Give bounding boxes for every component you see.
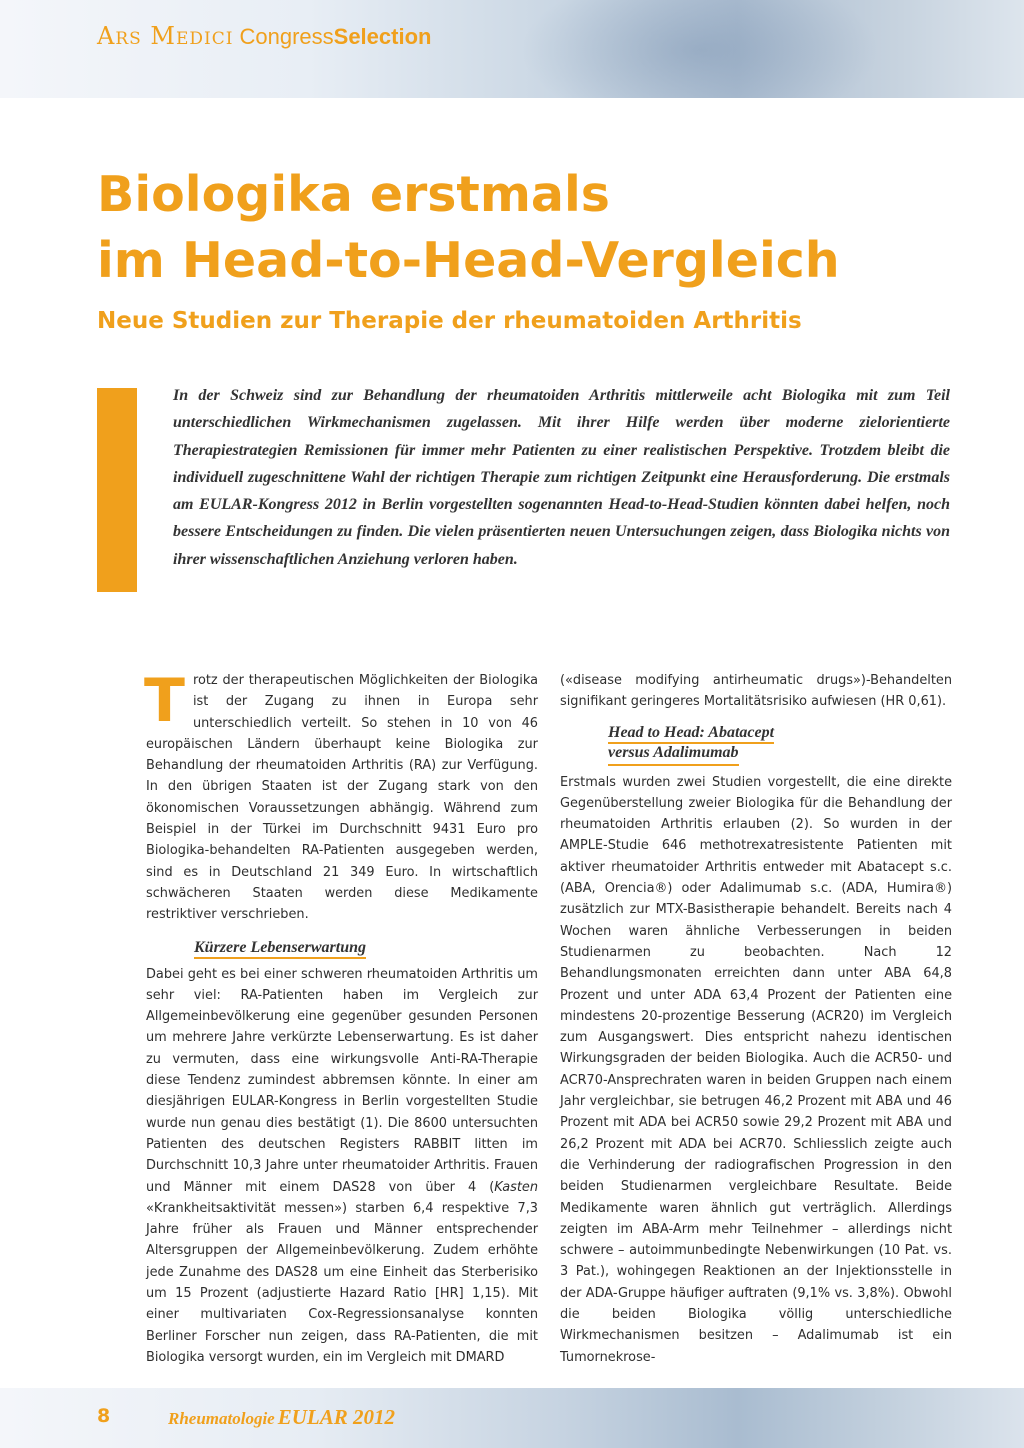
heading-text: versus Adalimumab — [608, 743, 739, 766]
intro-text: rotz der therapeutischen Möglichkeiten der Biologika ist der Zugang zu ihnen in Europa sehr unterschiedlich verteilt. So stehen in 10 von 46 europäischen Ländern überhaupt keine Biologika zur Behandlung der rheumatoiden Arthritis (RA) zur Verfügung. In den übrigen Staaten ist der Zugang stark von den ökonomischen Voraussetzungen abhängig. Während zum Beispiel in der Türkei im Durchschnitt 9431 Euro pro Biologika-behandelten RA-Patienten ausgegeben werden, sind es in Deutschland 21 349 Euro. In wirtschaftlich schwächeren Staaten werden diese Medikamente restriktiver verschrieben. — [146, 673, 538, 923]
heading-text: Head to Head: Abatacept — [608, 724, 774, 744]
brand-edici: EDICI — [176, 29, 234, 49]
brand-logo — [97, 22, 431, 51]
column-right — [560, 670, 952, 1368]
section-heading-lebenserwartung — [146, 938, 538, 958]
body-paragraph — [146, 964, 538, 1369]
brand-m: M — [141, 22, 176, 50]
body-paragraph: («disease modifying antirheumatic drugs»)-Behandelten signifikant geringeres Mortalitätsrisiko aufwiesen (HR 0,61). — [560, 673, 952, 710]
brand-a: A — [97, 22, 116, 50]
column-left — [144, 666, 538, 1368]
footer-publication — [168, 1405, 395, 1430]
body-text-italic: Kasten — [494, 1179, 538, 1195]
lead-paragraph: In der Schweiz sind zur Behandlung der rheumatoiden Arthritis mittlerweile acht Biologika mit zum Teil unterschiedlichen Wirkmechanismen zugelassen. Mit ihrer Hilfe werden über moderne zielorientierte Therapiestrategien Remissionen für immer mehr Patienten zu einer realistischen Perspektive. Trotzdem bleibt die individuell zugeschnittene Wahl der richtigen Therapie zum richtigen Zeitpunkt eine Herausforderung. Die erstmals am EULAR-Kongress 2012 in Berlin vorgestellten sogenannten Head-to-Head-Studien könnten dabei helfen, noch bessere Entscheidungen zu finden. Die vielen präsentierten neuen Untersuchungen zeigen, dass Biologika nichts von ihrer wissenschaftlichen Anziehung verloren haben. — [173, 387, 950, 568]
body-text-continued: «Krankheitsaktivität messen») starben 6,4 respektive 7,3 Jahre früher als Frauen und Männer entsprechender Altersgruppen der Allgemeinbevölkerung. Zudem erhöhte jede Zunahme des DAS28 um eine Einheit das Sterberisiko um 15 Prozent (adjustierte Hazard Ratio [HR] 1,15). Mit einer multivariaten Cox-Regressionsanalyse konnten Berliner Forscher nun zeigen, dass RA-Patienten, die mit Biologika versorgt wurden, ein im Vergleich mit DMARD — [146, 1200, 538, 1365]
heading-text: Kürzere Lebenserwartung — [194, 939, 366, 959]
publication-name: Rheumatologie — [168, 1409, 275, 1428]
title-line-1: Biologika erstmals — [97, 166, 610, 223]
brand-rs: RS — [115, 29, 142, 49]
intro-paragraph — [144, 666, 538, 926]
brand-congress: Congress — [239, 24, 334, 49]
title-line-2: im Head-to-Head-Vergleich — [97, 232, 840, 289]
article-title — [97, 162, 977, 294]
article-subtitle: Neue Studien zur Therapie der rheumatoiden Arthritis — [97, 308, 802, 334]
body-paragraph: Erstmals wurden zwei Studien vorgestellt, die eine direkte Gegenüberstellung zweier Biologika für die Behandlung der rheumatoiden Arthritis erlauben (2). So wurden in der AMPLE-Studie 646 methotrexatresistente Patienten mit aktiver rheumatoider Arthritis entweder mit Abatacept s.c. (ABA, Orencia®) oder Adalimumab s.c. (ADA, Humira®) zusätzlich zur MTX-Basistherapie behandelt. Bereits nach 4 Wochen waren ähnliche Verbesserungen in beiden Studienarmen zu beobachten. Nach 12 Behandlungsmonaten erreichten dann unter ABA 64,8 Prozent und unter ADA 63,4 Prozent der Patienten eine mindestens 20-prozentige Besserung (ACR20) im Vergleich zum Ausgangswert. Dies entspricht nahezu identischen Wirkungsgraden der beiden Biologika. Auch die ACR50- und ACR70-Ansprechraten waren in beiden Gruppen nach einem Jahr vergleichbar, sie betrugen 46,2 Prozent mit ABA und 46 Prozent mit ADA bei ACR50 sowie 29,2 Prozent mit ABA und 26,2 Prozent mit ADA bei ACR70. Schliesslich zeigte auch die Verhinderung der radiografischen Progression in den beiden Studienarmen vergleichbare Resultate. Beide Medikamente waren ähnlich gut verträglich. Allerdings zeigten im ABA-Arm mehr Teilnehmer – allerdings nicht schwere – autoimmunbedingte Nebenwirkungen (10 Pat. vs. 3 Pat.), wohingegen Reaktionen an der Injektionsstelle in der ADA-Gruppe häufiger auftraten (9,1% vs. 3,8%). Obwohl die beiden Biologika völlig unterschiedliche Wirkmechanismen besitzen – Adalimumab ist ein Tumornekrose- — [560, 774, 952, 1365]
section-heading-head-to-head — [560, 723, 952, 766]
publication-edition: EULAR 2012 — [277, 1405, 395, 1429]
footer-band — [0, 1388, 1024, 1448]
drop-cap: T — [144, 666, 185, 736]
lead-accent-bar — [97, 388, 137, 592]
brand-ars-medici — [97, 22, 233, 50]
brand-selection: Selection — [333, 24, 432, 49]
body-text: Dabei geht es bei einer schweren rheumatoiden Arthritis um sehr viel: RA-Patienten haben im Vergleich zur Allgemeinbevölkerung eine gegenüber gesunden Personen um mehrere Jahre verkürzte Lebenserwartung. Es ist daher zu vermuten, dass eine wirkungsvolle Anti-RA-Therapie diese Tendenz zumindest abbremsen könnte. In einer am diesjährigen EULAR-Kongress in Berlin vorgestellten Studie wurde nun genau dies bestätigt (1). Die 8600 untersuchten Patienten des deutschen Registers RABBIT litten im Durchschnitt 10,3 Jahre unter rheumatoider Arthritis. Frauen und Männer mit einem DAS28 von über 4 ( — [146, 966, 538, 1195]
page-number: 8 — [97, 1405, 111, 1427]
